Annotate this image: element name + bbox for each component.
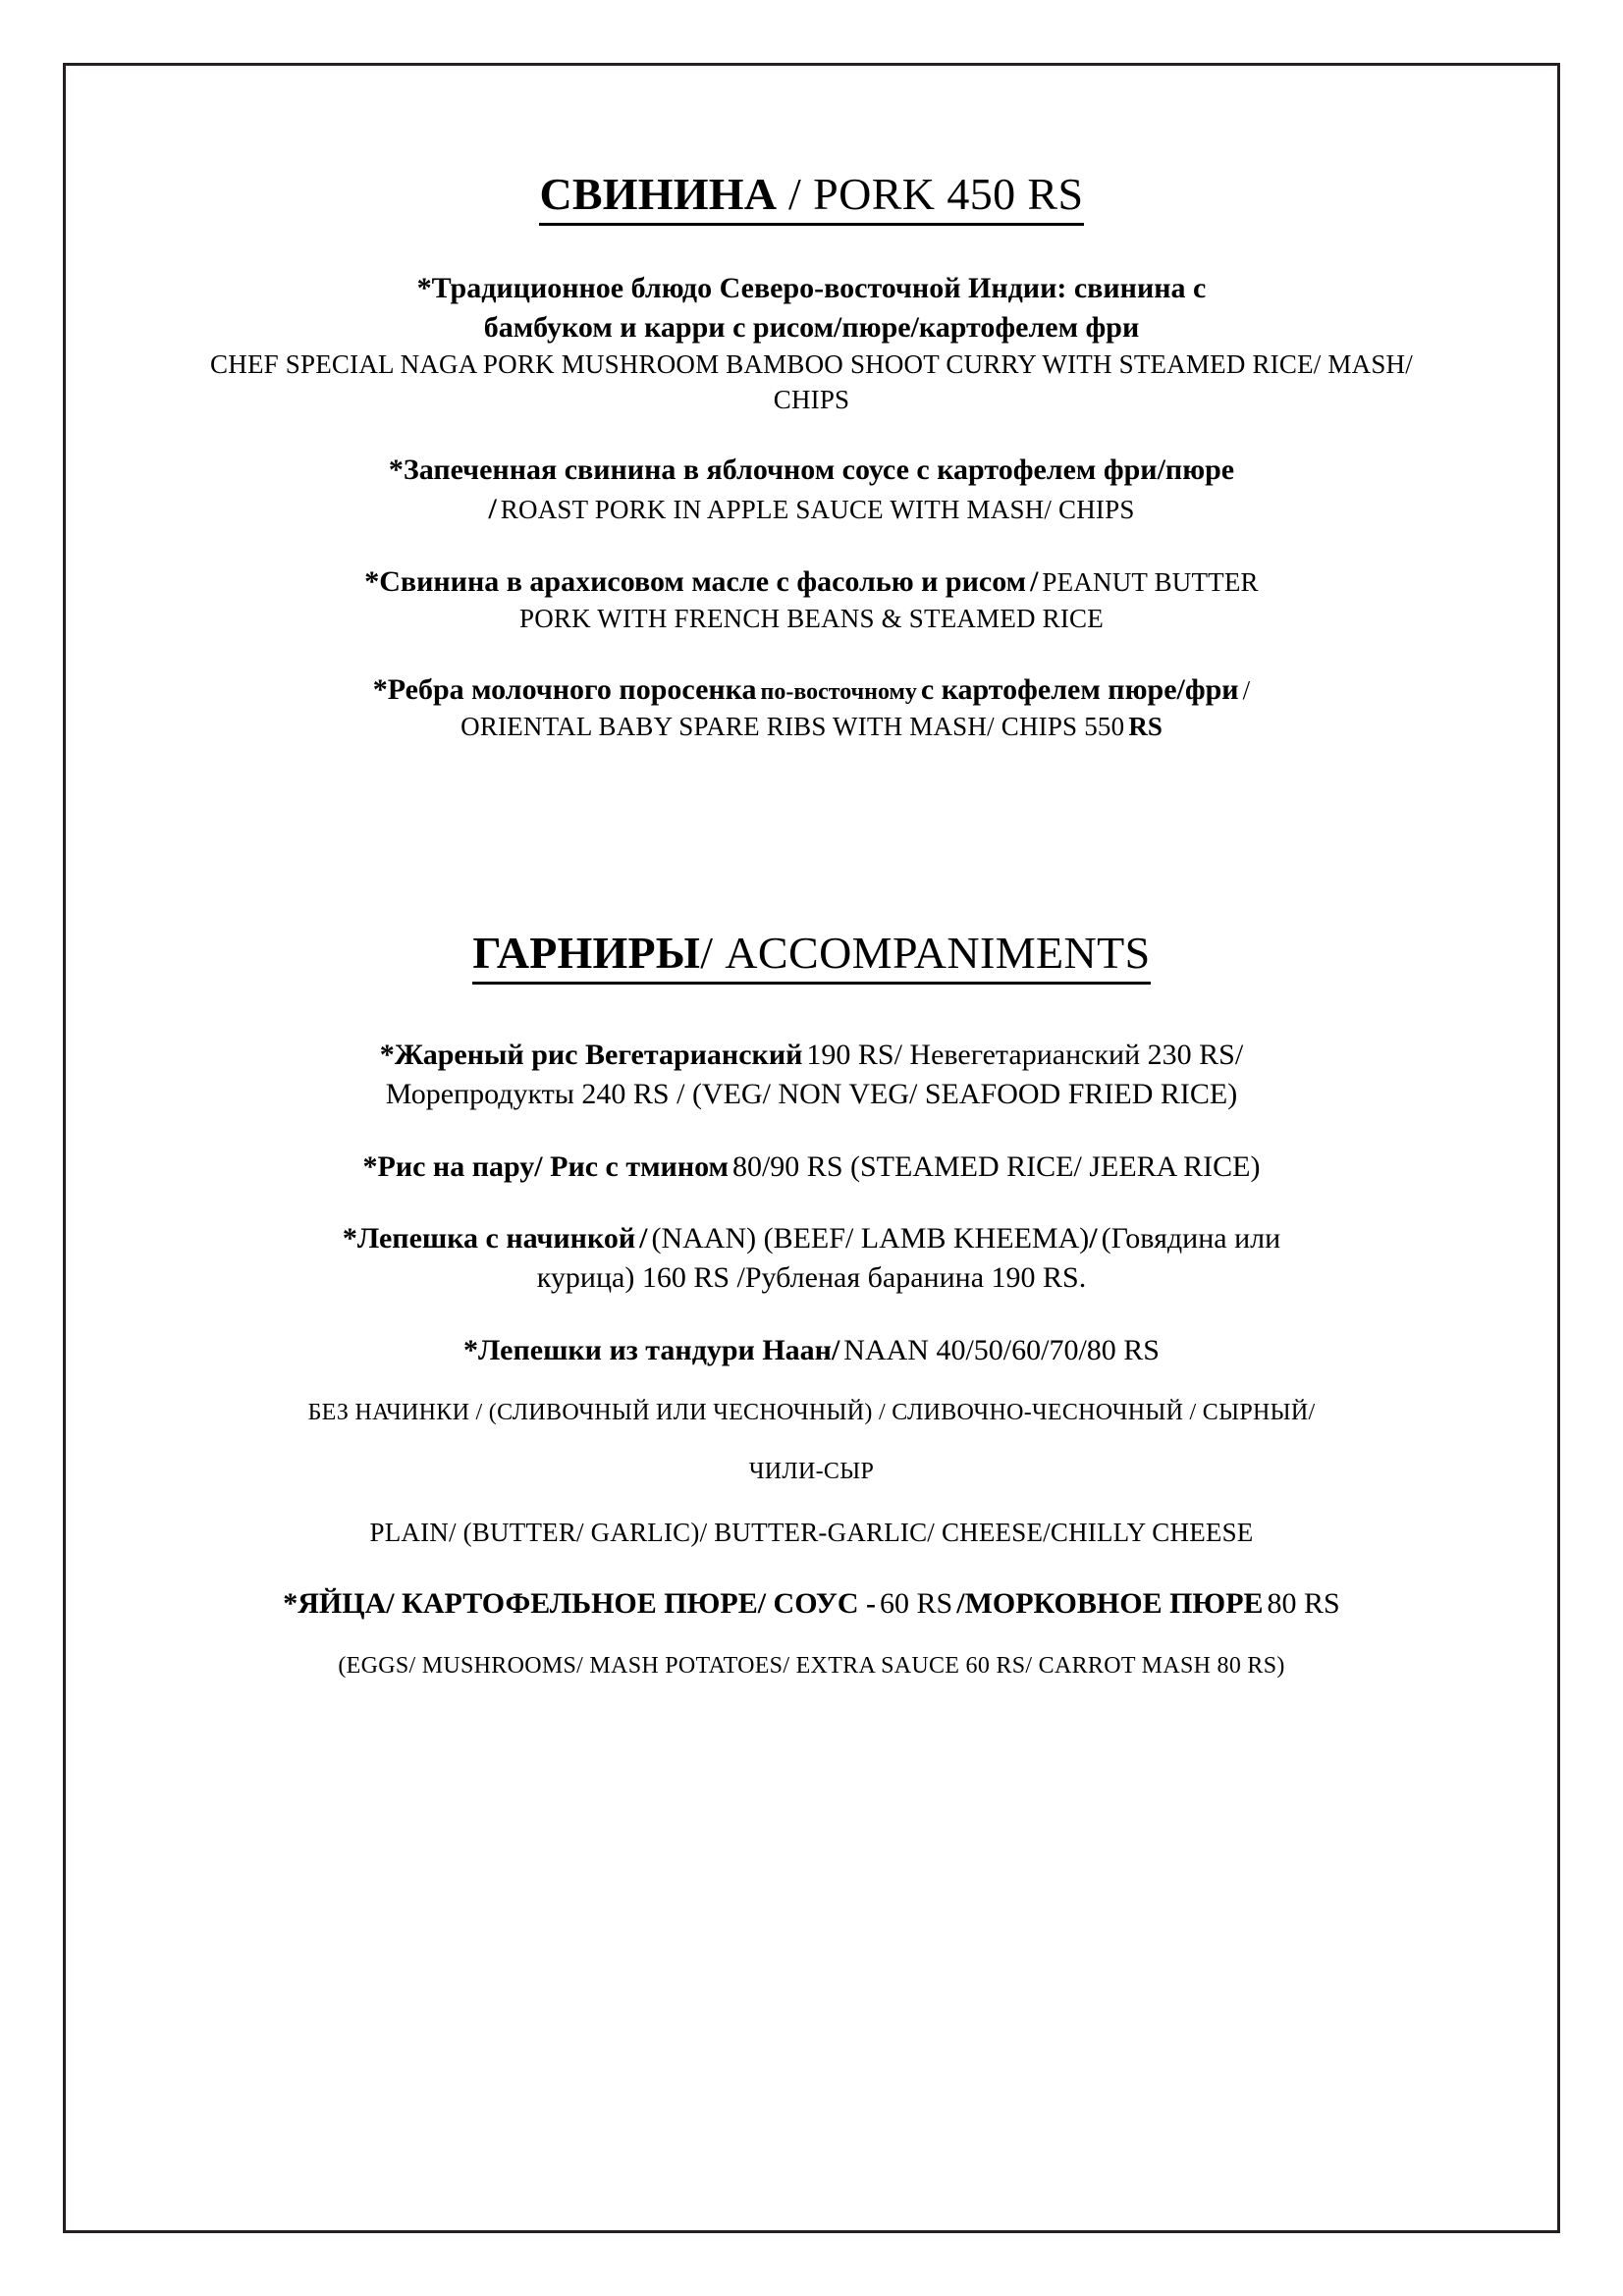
dish-pork-2 bbox=[130, 451, 1493, 529]
acc-item-4-small-line2: ЧИЛИ-СЫР bbox=[748, 1459, 875, 1484]
accompaniments-heading-underline bbox=[472, 928, 1150, 985]
dish-pork-3-ru-line1: *Свинина в арахисовом масле с фасолью и рисом / PEANUT BUTTER bbox=[364, 565, 1259, 599]
acc-item-4-line1: *Лепешки из тандури Наан/ NAAN 40/50/60/70/80 RS bbox=[463, 1334, 1160, 1367]
section-heading-pork bbox=[130, 169, 1493, 226]
menu-content bbox=[63, 63, 1560, 1682]
pork-heading-ru: СВИНИНА bbox=[539, 169, 778, 219]
acc-item-4-small-line3: PLAIN/ (BUTTER/ GARLIC)/ BUTTER-GARLIC/ CHEESE/CHILLY CHEESE bbox=[369, 1517, 1254, 1547]
pork-heading-en: PORK 450 RS bbox=[813, 169, 1084, 219]
dish-pork-3 bbox=[130, 562, 1493, 637]
acc-item-5-price-2: 80 RS bbox=[1267, 1586, 1340, 1620]
dish-pork-4 bbox=[130, 670, 1493, 745]
dish-pork-1-en-line2: CHIPS bbox=[773, 384, 850, 414]
dish-pork-3-en-line2: PORK WITH FRENCH BEANS & STEAMED RICE bbox=[519, 604, 1104, 634]
dish-pork-3-slash: / bbox=[1030, 565, 1039, 599]
dish-pork-1-en-line1: CHEF SPECIAL NAGA PORK MUSHROOM BAMBOO SHOOT CURRY WITH STEAMED RICE/ MASH/ bbox=[210, 348, 1413, 379]
dish-pork-4-slash: / bbox=[1242, 675, 1251, 706]
acc-item-5-small-line1: (EGGS/ MUSHROOMS/ MASH POTATOES/ EXTRA SAUCE 60 RS/ CARROT MASH 80 RS) bbox=[338, 1652, 1285, 1679]
acc-item-1-line2: Морепродукты 240 RS / (VEG/ NON VEG/ SEAFOOD FRIED RICE) bbox=[385, 1077, 1238, 1110]
acc-item-5-line1: *ЯЙЦА/ КАРТОФЕЛЬНОЕ ПЮРЕ/ СОУС - 60 RS /МОРКОВНОЕ ПЮРЕ 80 RS bbox=[283, 1586, 1340, 1620]
acc-item-4-small-line1: БЕЗ НАЧИНКИ / (СЛИВОЧНЫЙ ИЛИ ЧЕСНОЧНЫЙ) / СЛИВОЧНО-ЧЕСНОЧНЫЙ / СЫРНЫЙ/ bbox=[307, 1400, 1316, 1426]
acc-item-3 bbox=[130, 1219, 1493, 1298]
dish-pork-4-ru-small: по-восточному bbox=[760, 679, 917, 706]
accompaniments-heading-separator: / bbox=[700, 927, 726, 978]
dish-pork-1-ru-line2: бамбуком и карри с рисом/пюре/картофелем фри bbox=[483, 310, 1140, 344]
dish-pork-2-en-line1: / ROAST PORK IN APPLE SAUCE WITH MASH/ CHIPS bbox=[488, 493, 1135, 526]
dish-pork-2-ru-line1: *Запеченная свинина в яблочном соусе с картофелем фри/пюре bbox=[388, 454, 1235, 487]
acc-item-5 bbox=[130, 1584, 1493, 1682]
acc-item-5-price-1: 60 RS bbox=[880, 1586, 953, 1620]
dish-pork-4-price-unit: RS bbox=[1128, 711, 1163, 741]
acc-item-3-line1: *Лепешка с начинкой / (NAAN) (BEEF/ LAMB KHEEMA)/ (Говядина или bbox=[342, 1222, 1281, 1255]
accompaniments-heading-ru: ГАРНИРЫ bbox=[472, 927, 701, 978]
dish-pork-1 bbox=[130, 269, 1493, 418]
acc-item-4 bbox=[130, 1331, 1493, 1551]
dish-pork-4-en-line2: ORIENTAL BABY SPARE RIBS WITH MASH/ CHIPS 550 RS bbox=[460, 711, 1163, 741]
acc-item-1-line1: *Жареный рис Вегетарианский 190 RS/ Невегетарианский 230 RS/ bbox=[379, 1038, 1244, 1071]
dish-pork-2-slash: / bbox=[488, 493, 497, 526]
dish-pork-4-ru-line1: *Ребра молочного поросенка по-восточному с картофелем пюре/фри / bbox=[372, 673, 1251, 707]
acc-item-3-slash-2: / bbox=[1089, 1222, 1098, 1255]
acc-item-1 bbox=[130, 1036, 1493, 1114]
acc-item-3-line2: курица) 160 RS /Рубленая баранина 190 RS. bbox=[536, 1261, 1087, 1295]
pork-heading-underline bbox=[539, 169, 1083, 226]
acc-item-2-line1: *Рис на пару/ Рис с тмином 80/90 RS (STEAMED RICE/ JEERA RICE) bbox=[362, 1149, 1261, 1183]
section-heading-accompaniments bbox=[130, 928, 1493, 985]
acc-item-3-slash: / bbox=[639, 1222, 648, 1255]
dish-pork-1-ru-line1: *Традиционное блюдо Северо-восточной Индии: свинина с bbox=[416, 271, 1207, 304]
accompaniments-heading-en: ACCOMPANIMENTS bbox=[725, 927, 1151, 978]
pork-heading-separator: / bbox=[777, 169, 814, 219]
acc-item-2 bbox=[130, 1148, 1493, 1187]
